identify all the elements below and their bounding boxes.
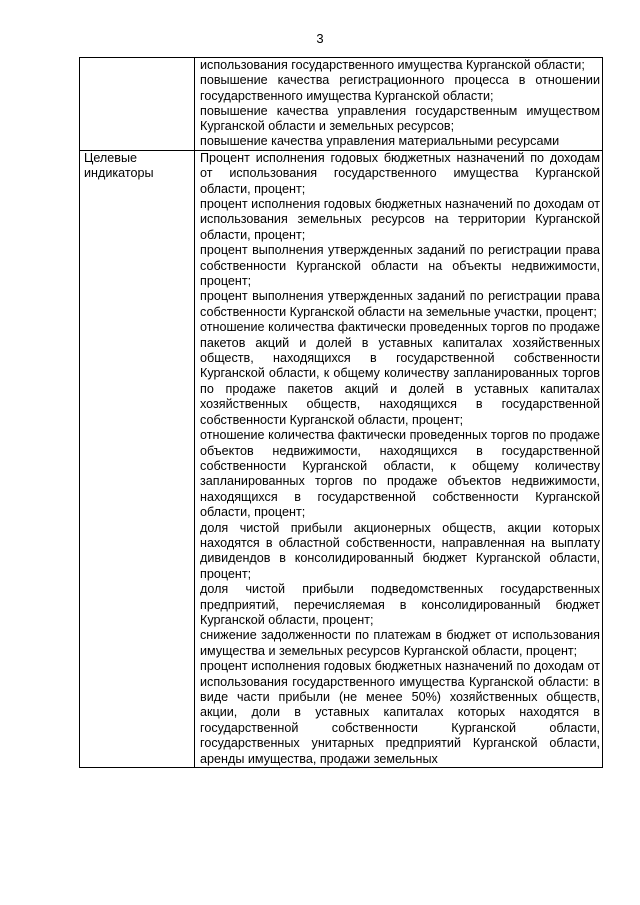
paragraph: Процент исполнения годовых бюджетных назначений по доходам от использования государственного имущества Курганской области, процент;: [200, 150, 600, 196]
paragraph: процент выполнения утвержденных заданий по регистрации права собственности Курганской области на объекты недвижимости, процент;: [200, 243, 600, 289]
row-content-objectives: [195, 58, 603, 151]
row-content-target-indicators: [195, 150, 603, 767]
paragraph: процент исполнения годовых бюджетных назначений по доходам от использования земельных ресурсов на территории Курганской области, процент;: [200, 197, 600, 242]
row-label-empty: [80, 58, 195, 151]
paragraph: процент исполнения годовых бюджетных назначений по доходам от использования государственного имущества Курганской области: в виде части прибыли (не менее 50%) хозяйственных обществ, акции, доли в уставных капиталах которых находятся в государственной собственности Курганской области, государственных унитарных предприятий Курганской области, аренды имущества, продажи земельных: [200, 659, 600, 766]
paragraph: доля чистой прибыли подведомственных государственных предприятий, перечисляемая в консолидированный бюджет Курганской области, процент;: [200, 582, 600, 627]
paragraph: повышение качества управления материальными ресурсами: [200, 134, 560, 149]
page-number: 3: [316, 31, 324, 46]
table-row-target-indicators: [80, 150, 603, 767]
paragraph: повышение качества управления государственным имуществом Курганской области и земельных ресурсов;: [200, 103, 600, 134]
paragraph: отношение количества фактически проведенных торгов по продаже пакетов акций и долей в уставных капиталах хозяйственных обществ, находящихся в государственной собственности Курганской области, к общему количеству запланированных торгов по продаже пакетов акций и долей в уставных капиталах хозяйственных обществ, находящихся в государственной собственности Курганской области, процент;: [200, 320, 600, 427]
paragraph: снижение задолженности по платежам в бюджет от использования имущества и земельных ресурсов Курганской области, процент;: [200, 628, 600, 658]
paragraph: доля чистой прибыли акционерных обществ, акции которых находятся в областной собственности, направленная на выплату дивидендов в консолидированный бюджет Курганской области, процент;: [200, 520, 600, 581]
paragraph: использования государственного имущества Курганской области;: [200, 58, 585, 72]
paragraph: отношение количества фактически проведенных торгов по продаже объектов недвижимости, находящихся в государственной собственности Курганской области, к общему количеству запланированных торгов по продаже объектов недвижимости, находящихся в государственной собственности Курганской области, процент;: [200, 428, 600, 520]
paragraph: повышение качества регистрационного процесса в отношении государственного имущества Курганской области;: [200, 73, 600, 103]
row-label-target-indicators: Целевые индикаторы: [80, 150, 195, 767]
document-table: [79, 57, 603, 768]
table-row-objectives: [80, 58, 603, 151]
paragraph: процент выполнения утвержденных заданий по регистрации права собственности Курганской области на земельные участки, процент;: [200, 289, 600, 319]
